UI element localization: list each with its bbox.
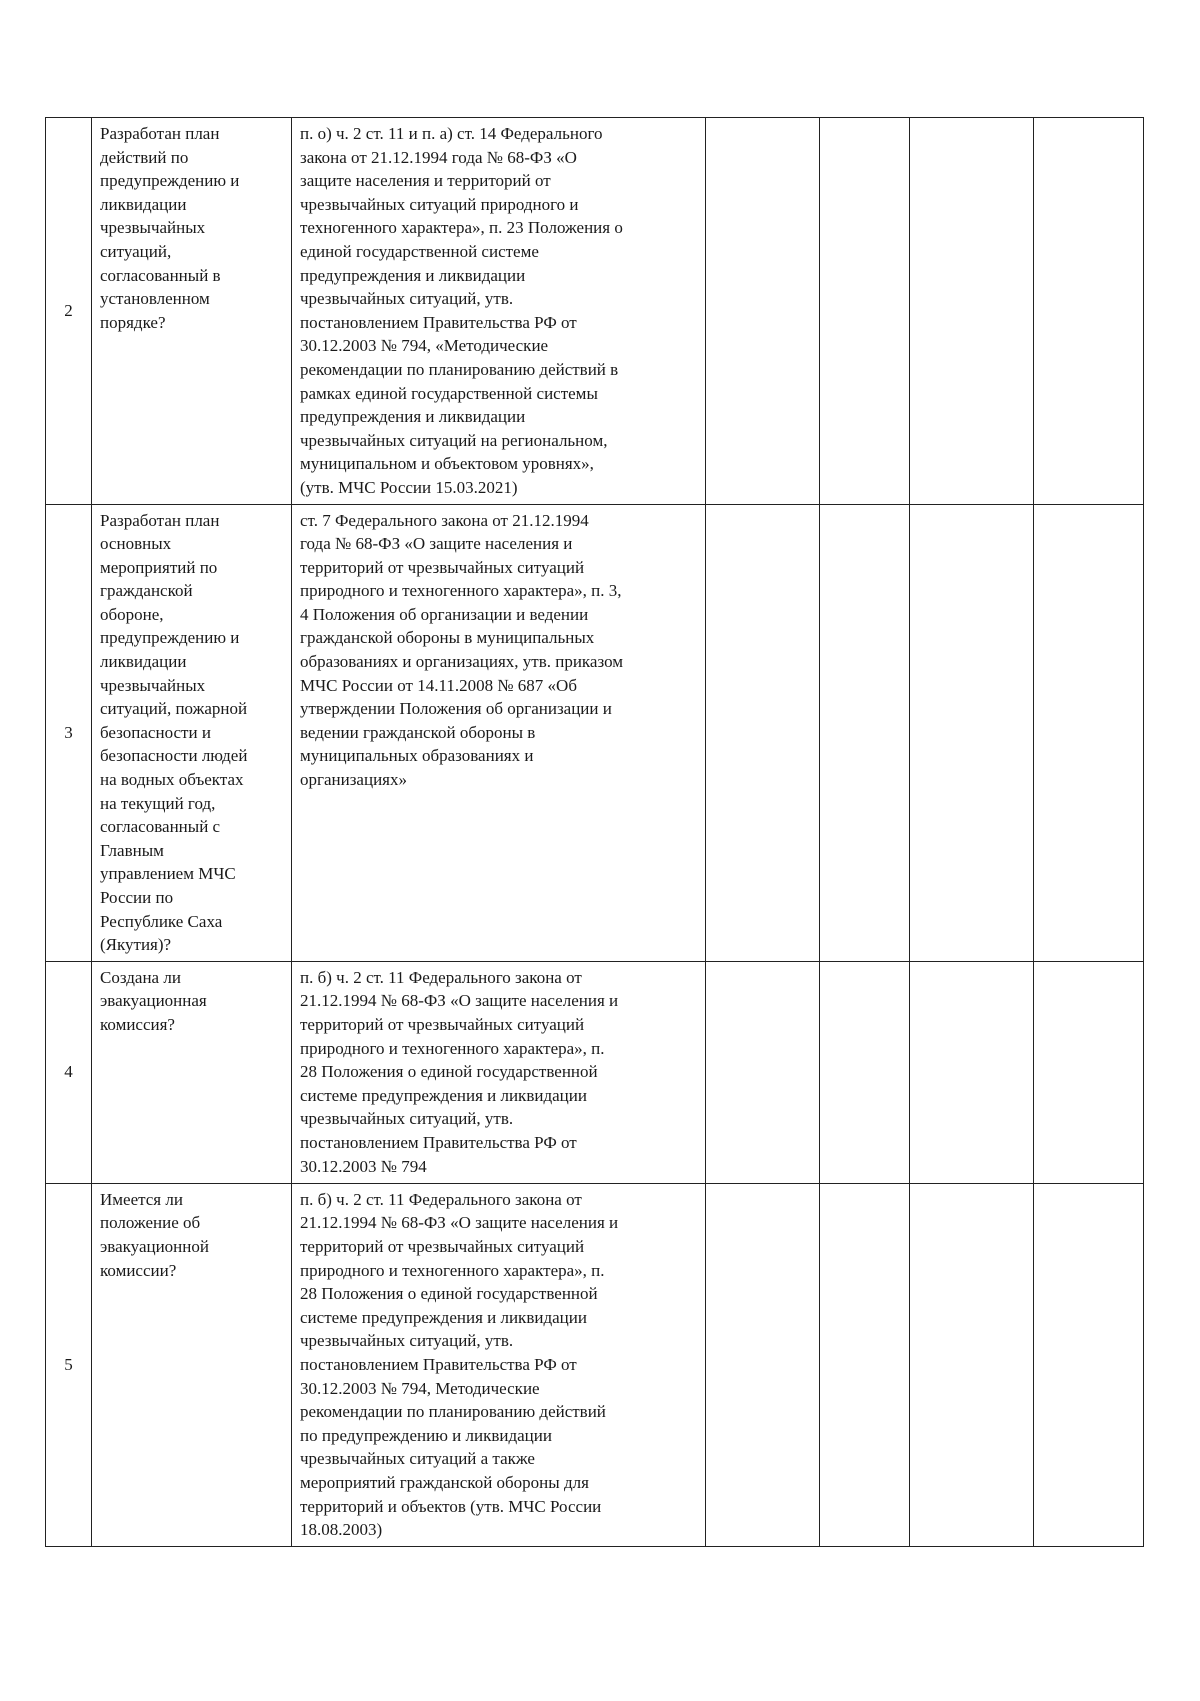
question-cell bbox=[92, 961, 292, 1183]
legal-basis-text: п. б) ч. 2 ст. 11 Федерального закона от 21.12.1994 № 68-ФЗ «О защите населения и территорий от чрезвычайных ситуаций природного и техногенного характера», п. 28 Положения о единой государственной системе предупреждения и ликвидации чрезвычайных ситуаций, утв. постановлением Правительства РФ от 30.12.2003 № 794, Методические рекомендации по планированию действий по предупреждению и ликвидации чрезвычайных ситуаций а также мероприятий гражданской обороны для территорий и объектов (утв. МЧС России 18.08.2003) bbox=[300, 1189, 619, 1540]
table-row bbox=[46, 118, 1144, 505]
answer-na-cell[interactable] bbox=[910, 504, 1034, 961]
table-row bbox=[46, 961, 1144, 1183]
question-cell bbox=[92, 504, 292, 961]
row-number: 2 bbox=[46, 118, 92, 505]
row-number: 5 bbox=[46, 1183, 92, 1546]
answer-yes-cell[interactable] bbox=[706, 1183, 820, 1546]
answer-na-cell[interactable] bbox=[910, 1183, 1034, 1546]
answer-no-cell[interactable] bbox=[820, 118, 910, 505]
table-row bbox=[46, 504, 1144, 961]
answer-no-cell[interactable] bbox=[820, 1183, 910, 1546]
legal-basis-text: ст. 7 Федерального закона от 21.12.1994 года № 68-ФЗ «О защите населения и территорий от чрезвычайных ситуаций природного и техногенного характера», п. 3, 4 Положения об организации и ведении гражданской обороны в муниципальных образованиях и организациях, утв. приказом МЧС России от 14.11.2008 № 687 «Об утверждении Положения об организации и ведении гражданской обороны в муниципальных образованиях и организациях» bbox=[300, 510, 624, 790]
legal-basis-cell bbox=[292, 504, 706, 961]
legal-basis-text: п. о) ч. 2 ст. 11 и п. а) ст. 14 Федерального закона от 21.12.1994 года № 68-ФЗ «О защите населения и территорий от чрезвычайных ситуаций природного и техногенного характера», п. 23 Положения о единой государственной системе предупреждения и ликвидации чрезвычайных ситуаций, утв. постановлением Правительства РФ от 30.12.2003 № 794, «Методические рекомендации по планированию действий в рамках единой государственной системы предупреждения и ликвидации чрезвычайных ситуаций на региональном, муниципальном и объектовом уровнях», (утв. МЧС России 15.03.2021) bbox=[300, 124, 623, 497]
answer-na-cell[interactable] bbox=[910, 118, 1034, 505]
row-number: 3 bbox=[46, 504, 92, 961]
legal-basis-text: п. б) ч. 2 ст. 11 Федерального закона от 21.12.1994 № 68-ФЗ «О защите населения и территорий от чрезвычайных ситуаций природного и техногенного характера», п. 28 Положения о единой государственной системе предупреждения и ликвидации чрезвычайных ситуаций, утв. постановлением Правительства РФ от 30.12.2003 № 794 bbox=[300, 967, 619, 1176]
note-cell[interactable] bbox=[1034, 118, 1144, 505]
legal-basis-cell bbox=[292, 961, 706, 1183]
legal-basis-cell bbox=[292, 1183, 706, 1546]
note-cell[interactable] bbox=[1034, 1183, 1144, 1546]
question-text: Создана ли эвакуационная комиссия? bbox=[100, 967, 207, 1034]
answer-no-cell[interactable] bbox=[820, 961, 910, 1183]
question-cell bbox=[92, 118, 292, 505]
answer-yes-cell[interactable] bbox=[706, 504, 820, 961]
note-cell[interactable] bbox=[1034, 504, 1144, 961]
question-text: Имеется ли положение об эвакуационной комиссии? bbox=[100, 1189, 209, 1280]
checklist-table bbox=[45, 117, 1144, 1547]
answer-na-cell[interactable] bbox=[910, 961, 1034, 1183]
table-row bbox=[46, 1183, 1144, 1546]
answer-yes-cell[interactable] bbox=[706, 118, 820, 505]
question-cell bbox=[92, 1183, 292, 1546]
row-number: 4 bbox=[46, 961, 92, 1183]
answer-no-cell[interactable] bbox=[820, 504, 910, 961]
question-text: Разработан план основных мероприятий по гражданской обороне, предупреждению и ликвидации чрезвычайных ситуаций, пожарной безопасности и безопасности людей на водных объектах на текущий год, согласованный с Главным управлением МЧС России по Республике Саха (Якутия)? bbox=[100, 510, 248, 955]
answer-yes-cell[interactable] bbox=[706, 961, 820, 1183]
note-cell[interactable] bbox=[1034, 961, 1144, 1183]
question-text: Разработан план действий по предупреждению и ликвидации чрезвычайных ситуаций, согласованный в установленном порядке? bbox=[100, 124, 240, 332]
legal-basis-cell bbox=[292, 118, 706, 505]
